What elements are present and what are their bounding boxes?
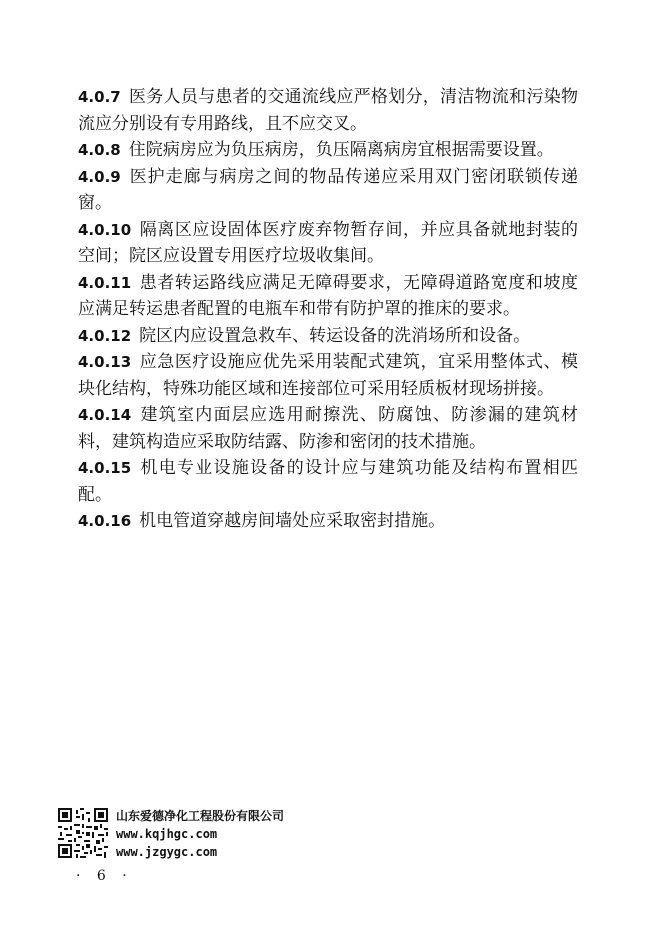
document-body <box>78 84 578 535</box>
clause-4-0-8 <box>78 137 578 164</box>
website-url-2[interactable]: www.jzgygc.com <box>116 845 218 859</box>
company-name: 山东爱德净化工程股份有限公司 <box>116 809 285 823</box>
clause-text: 机电专业设施设备的设计应与建筑功能及结构布置相匹配。 <box>78 458 578 505</box>
clause-text: 患者转运路线应满足无障碍要求，无障碍道路宽度和坡度应满足转运患者配置的电瓶车和带有防护罩的推床的要求。 <box>78 272 578 319</box>
clause-text: 院区内应设置急救车、转运设备的洗消场所和设备。 <box>139 325 531 346</box>
clause-number: 4.0.7 <box>78 88 121 106</box>
clause-text: 医护走廊与病房之间的物品传递应采用双门密闭联锁传递窗。 <box>78 166 578 213</box>
clause-number: 4.0.16 <box>78 512 132 530</box>
clause-4-0-9 <box>78 164 578 217</box>
website-url-1[interactable]: www.kqjhgc.com <box>116 827 218 841</box>
clause-number: 4.0.14 <box>78 406 132 424</box>
clause-number: 4.0.13 <box>78 353 132 371</box>
clause-text: 住院病房应为负压病房，负压隔离病房宜根据需要设置。 <box>128 140 554 160</box>
clause-4-0-12 <box>78 323 578 350</box>
clause-text: 隔离区应设固体医疗废弃物暂存间，并应具备就地封装的空间；院区应设置专用医疗垃圾收集间。 <box>78 219 578 266</box>
clause-text: 建筑室内面层应选用耐擦洗、防腐蚀、防渗漏的建筑材料，建筑构造应采取防结露、防渗和密闭的技术措施。 <box>78 405 578 452</box>
clause-number: 4.0.15 <box>78 459 132 477</box>
clause-4-0-14 <box>78 402 578 455</box>
clause-4-0-16 <box>78 508 578 535</box>
clause-4-0-10 <box>78 217 578 270</box>
clause-4-0-11 <box>78 270 578 323</box>
clause-number: 4.0.11 <box>78 273 132 292</box>
page-number: · 6 · <box>76 868 133 884</box>
clause-number: 4.0.8 <box>78 141 121 159</box>
clause-4-0-15 <box>78 455 578 508</box>
clause-number: 4.0.10 <box>78 220 132 239</box>
clause-text: 应急医疗设施应优先采用装配式建筑，宜采用整体式、模块化结构，特殊功能区域和连接部位可采用轻质板材现场拼接。 <box>78 352 578 399</box>
clause-number: 4.0.9 <box>78 167 121 186</box>
clause-4-0-7 <box>78 84 578 137</box>
clause-text: 医务人员与患者的交通流线应严格划分，清洁物流和污染物流应分别设有专用路线，且不应交叉。 <box>78 87 578 134</box>
clause-number: 4.0.12 <box>78 326 132 345</box>
publisher-footer <box>58 808 458 864</box>
qr-code-icon <box>58 808 108 858</box>
clause-text: 机电管道穿越房间墙处应采取密封措施。 <box>139 511 446 531</box>
clause-4-0-13 <box>78 349 578 402</box>
